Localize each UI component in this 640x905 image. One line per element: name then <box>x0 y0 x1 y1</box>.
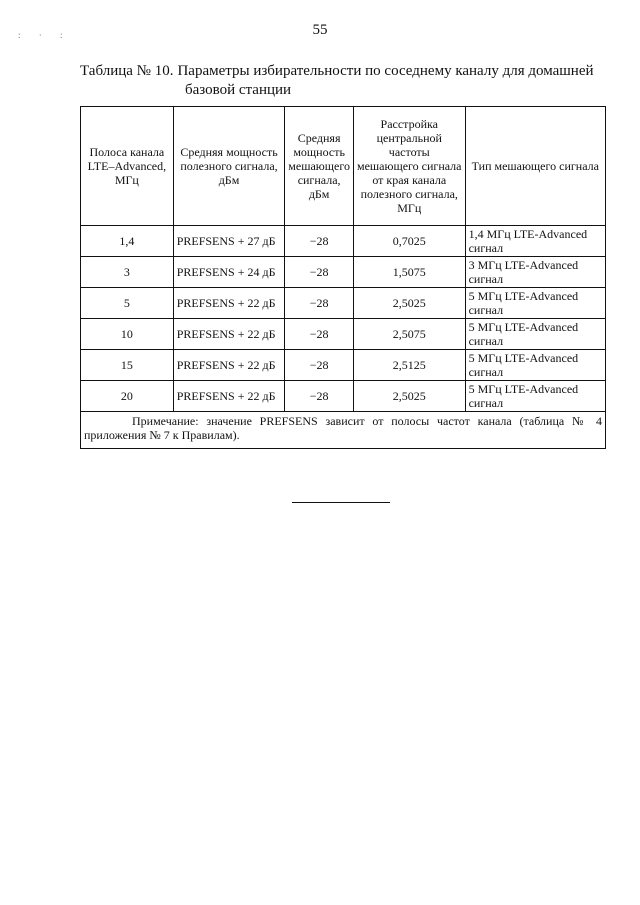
table-note-row <box>81 412 606 449</box>
cell-wanted-power: PREFSENS + 22 дБ <box>173 319 285 350</box>
cell-wanted-power: PREFSENS + 27 дБ <box>173 226 285 257</box>
cell-interferer-type: 5 МГц LTE-Advanced сигнал <box>465 319 605 350</box>
cell-interferer-type: 5 МГц LTE-Advanced сигнал <box>465 381 605 412</box>
cell-frequency-offset: 2,5025 <box>353 381 465 412</box>
table-row <box>81 288 606 319</box>
page-number: 55 <box>312 22 328 38</box>
header-frequency-offset: Расстройка центральной частоты мешающего сигнала от края канала полезного сигнала, МГц <box>353 107 465 226</box>
cell-frequency-offset: 2,5125 <box>353 350 465 381</box>
end-divider <box>292 502 390 503</box>
cell-interferer-power: −28 <box>285 381 354 412</box>
caption-title-line1: Параметры избирательности по соседнему каналу для домашней <box>177 63 594 79</box>
cell-bandwidth: 10 <box>81 319 174 350</box>
cell-bandwidth: 3 <box>81 257 174 288</box>
header-bandwidth: Полоса канала LTE–Advanced, МГц <box>81 107 174 226</box>
cell-bandwidth: 1,4 <box>81 226 174 257</box>
cell-bandwidth: 20 <box>81 381 174 412</box>
cell-wanted-power: PREFSENS + 24 дБ <box>173 257 285 288</box>
table-note: Примечание: значение PREFSENS зависит от полосы частот канала (таблица № 4 приложения № 7 к Правилам). <box>81 412 606 449</box>
table-row <box>81 381 606 412</box>
cell-interferer-power: −28 <box>285 288 354 319</box>
caption-label: Таблица № 10. <box>80 63 174 79</box>
cell-wanted-power: PREFSENS + 22 дБ <box>173 288 285 319</box>
table-row <box>81 226 606 257</box>
cell-interferer-type: 3 МГц LTE-Advanced сигнал <box>465 257 605 288</box>
scan-marks: : · : <box>18 30 71 40</box>
header-interferer-type: Тип мешающего сигнала <box>465 107 605 226</box>
cell-interferer-power: −28 <box>285 319 354 350</box>
table-header-row <box>81 107 606 226</box>
header-wanted-power: Средняя мощность полезного сигнала, дБм <box>173 107 285 226</box>
cell-bandwidth: 5 <box>81 288 174 319</box>
cell-bandwidth: 15 <box>81 350 174 381</box>
table-row <box>81 350 606 381</box>
cell-interferer-type: 5 МГц LTE-Advanced сигнал <box>465 350 605 381</box>
cell-wanted-power: PREFSENS + 22 дБ <box>173 350 285 381</box>
cell-interferer-power: −28 <box>285 350 354 381</box>
table-row <box>81 257 606 288</box>
cell-frequency-offset: 2,5075 <box>353 319 465 350</box>
cell-interferer-power: −28 <box>285 226 354 257</box>
header-interferer-power: Средняя мощность мешающего сигнала, дБм <box>285 107 354 226</box>
cell-frequency-offset: 0,7025 <box>353 226 465 257</box>
table-row <box>81 319 606 350</box>
cell-interferer-power: −28 <box>285 257 354 288</box>
cell-frequency-offset: 1,5075 <box>353 257 465 288</box>
cell-interferer-type: 5 МГц LTE-Advanced сигнал <box>465 288 605 319</box>
cell-wanted-power: PREFSENS + 22 дБ <box>173 381 285 412</box>
cell-frequency-offset: 2,5025 <box>353 288 465 319</box>
table-caption <box>80 62 605 100</box>
cell-interferer-type: 1,4 МГц LTE-Advanced сигнал <box>465 226 605 257</box>
parameters-table <box>80 106 606 449</box>
caption-title-line2: базовой станции <box>185 82 292 98</box>
